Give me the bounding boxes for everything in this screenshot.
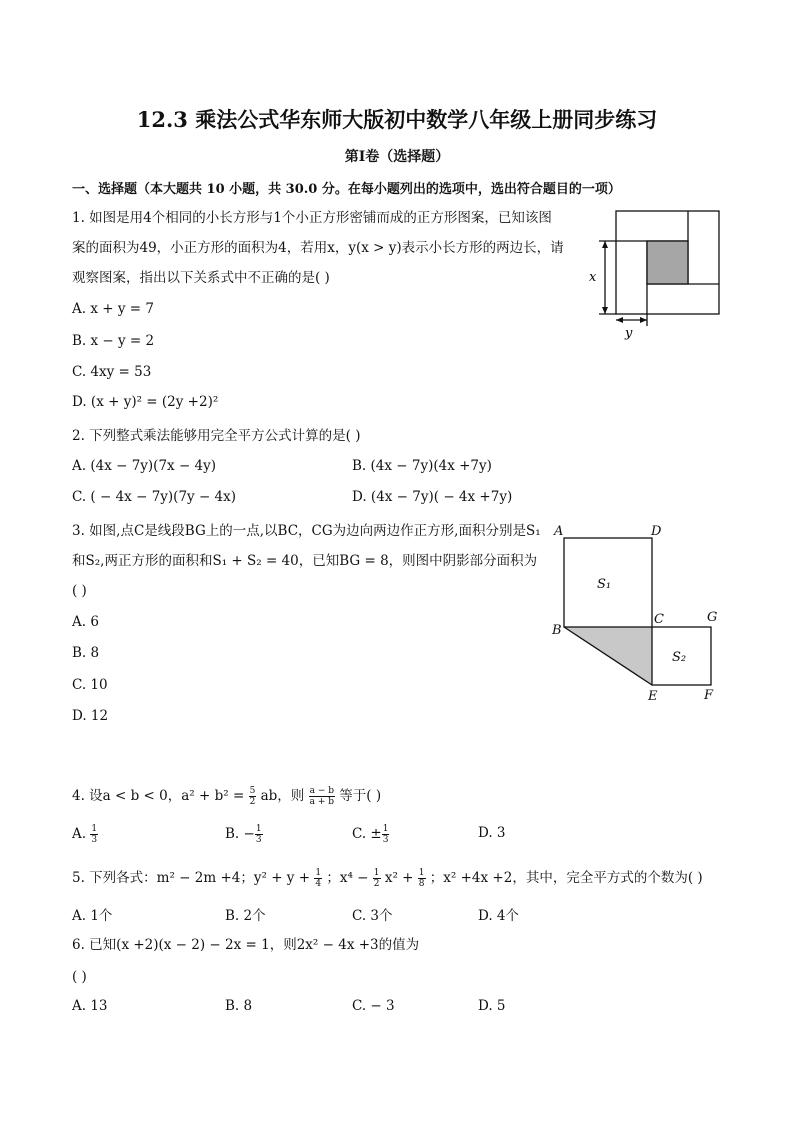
q1-option-d: D. (x + y)² = (2y +2)²	[72, 394, 219, 410]
q4-stem-part2: ab，则	[260, 788, 305, 804]
q4-stem-part1: 4. 设a < b < 0，a² + b² =	[72, 788, 245, 804]
q3-label-d: D	[651, 524, 662, 539]
q3-option-c: C. 10	[72, 677, 108, 693]
q4-fraction-expression: $\frac{a - b}{a + b}$	[309, 786, 334, 807]
q2-option-c: C. ( − 4x − 7y)(7y − 4x)	[72, 489, 237, 505]
q3-label-g: G	[707, 610, 718, 625]
q4-stem-part3: 等于( )	[339, 788, 382, 804]
q6-option-a: A. 13	[72, 998, 108, 1014]
q3-label-e: E	[648, 689, 658, 704]
section-heading: 一、选择题（本大题共 10 小题，共 30.0 分。在每小题列出的选项中，选出符合题目的一项）	[72, 182, 621, 197]
q1-option-a: A. x + y = 7	[72, 301, 154, 317]
q3-figure	[548, 520, 728, 705]
q4-option-b: B. − $\frac{1}{3}$	[225, 824, 262, 845]
q4-option-d: D. 3	[478, 825, 506, 841]
q1-small-square	[647, 241, 688, 284]
q6-stem-line2: ( )	[72, 969, 87, 985]
q6-option-b: B. 8	[225, 998, 253, 1014]
q3-stem-line3: ( )	[72, 583, 87, 599]
q3-label-c: C	[654, 612, 664, 627]
q1-option-c: C. 4xy = 53	[72, 364, 152, 380]
q4-stem	[72, 784, 381, 808]
q3-option-a: A. 6	[72, 614, 99, 630]
q3-label-s1: S₁	[597, 577, 612, 592]
q5-option-a: A. 1个	[72, 908, 113, 924]
q1-stem-line1: 1. 如图是用4个相同的小长方形与1个小正方形密铺而成的正方形图案，已知该图	[72, 210, 552, 226]
q3-label-b: B	[552, 623, 562, 638]
q2-option-d: D. (4x − 7y)( − 4x +7y)	[352, 489, 513, 505]
q1-figure	[582, 205, 727, 345]
q1-option-b: B. x − y = 2	[72, 333, 155, 349]
q6-option-d: D. 5	[478, 998, 506, 1014]
q2-option-a: A. (4x − 7y)(7x − 4y)	[72, 458, 217, 474]
q5-option-d: D. 4个	[478, 908, 520, 924]
q4-option-c: C. ± $\frac{1}{3}$	[352, 824, 389, 845]
q4-option-a: A. $\frac{1}{3}$	[72, 824, 98, 845]
q1-label-y: y	[625, 326, 633, 341]
q3-stem-line2: 和S₂,两正方形的面积和S₁ + S₂ = 40，已知BG = 8，则图中阴影部分面积为	[72, 553, 538, 569]
q3-option-d: D. 12	[72, 708, 109, 724]
q5-option-b: B. 2个	[225, 908, 266, 924]
q3-label-s2: S₂	[672, 650, 687, 665]
q4-fraction-5-2: $\frac{5}{2}$	[249, 786, 256, 807]
q2-option-b: B. (4x − 7y)(4x +7y)	[352, 458, 492, 474]
page-title: 12.3 乘法公式华东师大版初中数学八年级上册同步练习	[136, 107, 658, 132]
q2-stem: 2. 下列整式乘法能够用完全平方公式计算的是( )	[72, 428, 361, 444]
q3-label-a: A	[554, 524, 564, 539]
q3-stem-line1: 3. 如图,点C是线段BG上的一点,以BC，CG为边向两边作正方形,面积分别是S₁	[72, 523, 541, 539]
q1-stem-line2: 案的面积为49，小正方形的面积为4，若用x，y(x > y)表示小长方形的两边长，请	[72, 240, 564, 256]
q5-stem: 5. 下列各式：m² − 2m +4；y² + y + $\frac{1}{4}$ ；x⁴ − $\frac{1}{2}$ x² + $\frac{1}{8}$ ；x² +4x +2，其中，完全平方式的个数为( )	[72, 868, 703, 889]
q3-option-b: B. 8	[72, 645, 100, 661]
paper-subtitle: 第Ⅰ卷（选择题）	[344, 149, 450, 165]
q1-stem-line3: 观察图案，指出以下关系式中不正确的是( )	[72, 270, 330, 286]
q5-option-c: C. 3个	[352, 908, 393, 924]
q6-stem-line1: 6. 已知(x +2)(x − 2) − 2x = 1，则2x² − 4x +3的值为	[72, 937, 420, 953]
q1-label-x: x	[589, 270, 597, 285]
q6-option-c: C. − 3	[352, 998, 395, 1014]
q3-label-f: F	[704, 688, 714, 703]
